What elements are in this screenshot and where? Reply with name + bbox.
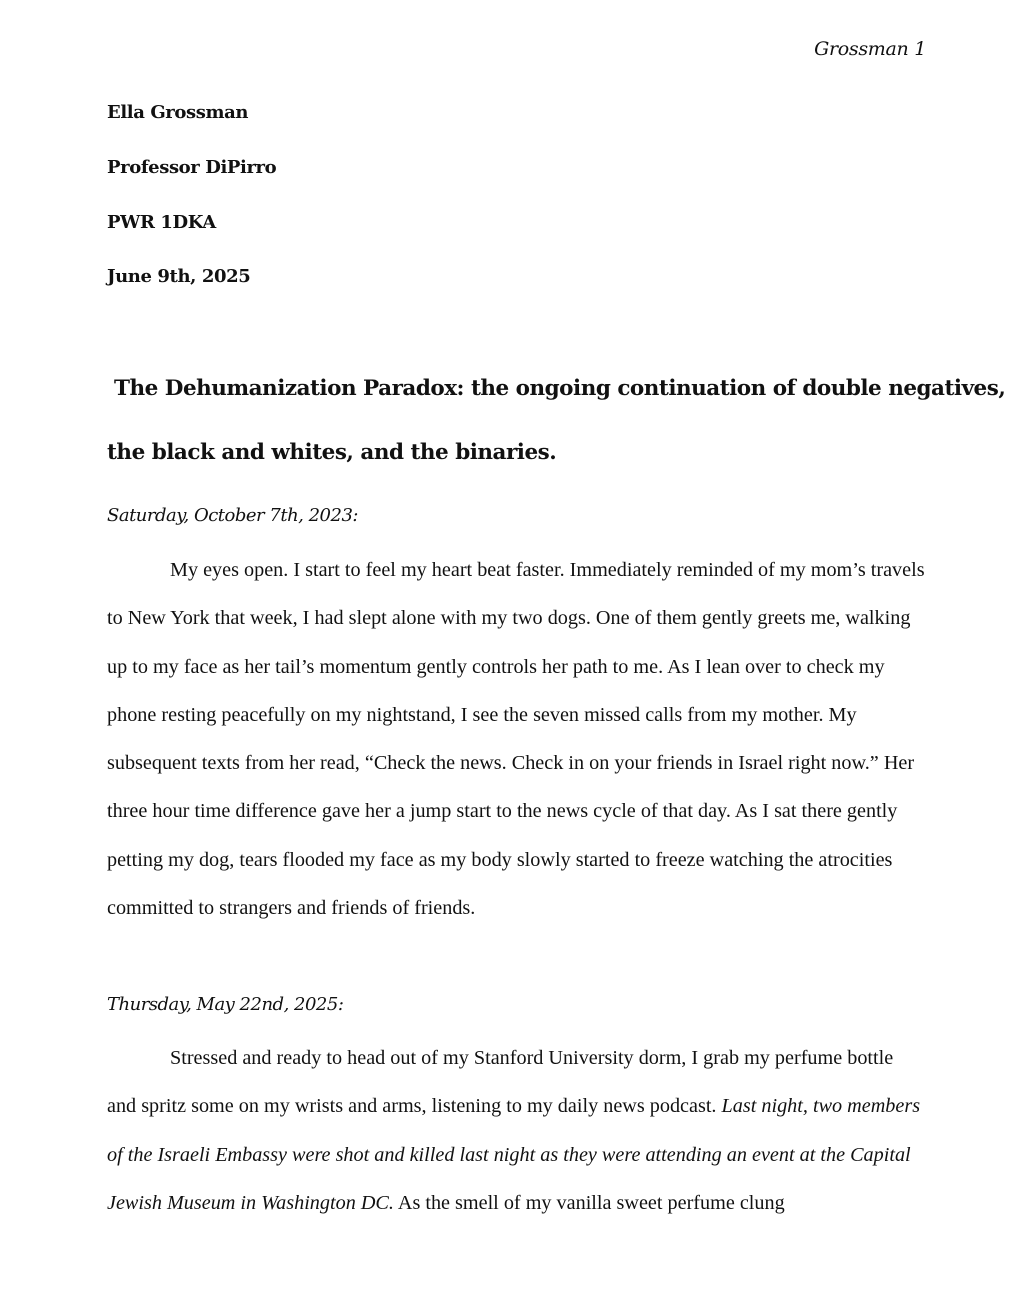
- paragraph-second: [107, 1034, 927, 1227]
- paragraph-first: My eyes open. I start to feel my heart beat faster. Immediately reminded of my mom’s travels to New York that week, I had slept alone with my two dogs. One of them gently greets me, walking up to my face as her tail’s momentum gently controls her path to me. As I lean over to check my phone resting peacefully on my nightstand, I see the seven missed calls from my mother. My subsequent texts from her read, “Check the news. Check in on your friends in Israel right now.” Her three hour time difference gave her a jump start to the news cycle of that day. As I sat there gently petting my dog, tears flooded my face as my body slowly started to freeze watching the atrocities committed to strangers and friends of friends.: [107, 559, 925, 920]
- dateline-first: Saturday, October 7th, 2023:: [107, 505, 358, 526]
- paragraph-second-italic-quote: Last night, two members of the Israeli Embassy were shot and killed last night as they were attending an event at the Capital Jewish Museum in Washington DC.: [107, 1095, 921, 1214]
- author-name: Ella Grossman: [107, 102, 249, 123]
- title-line-1: The Dehumanization Paradox: the ongoing continuation of double negatives,: [114, 376, 1006, 401]
- paragraph-second-start: Stressed and ready to head out of my Stanford University dorm, I grab my perfume bottle and spritz some on my wrists and arms, listening to my daily news podcast.: [107, 1047, 894, 1118]
- document-date: June 9th, 2025: [107, 266, 251, 287]
- dateline-second: Thursday, May 22nd, 2025:: [107, 994, 344, 1015]
- course-name: PWR 1DKA: [107, 212, 216, 233]
- running-head: Grossman 1: [814, 38, 926, 60]
- title-line-2: the black and whites, and the binaries.: [107, 440, 557, 465]
- paragraph-second-end: As the smell of my vanilla sweet perfume clung: [397, 1191, 785, 1214]
- instructor-name: Professor DiPirro: [107, 157, 277, 178]
